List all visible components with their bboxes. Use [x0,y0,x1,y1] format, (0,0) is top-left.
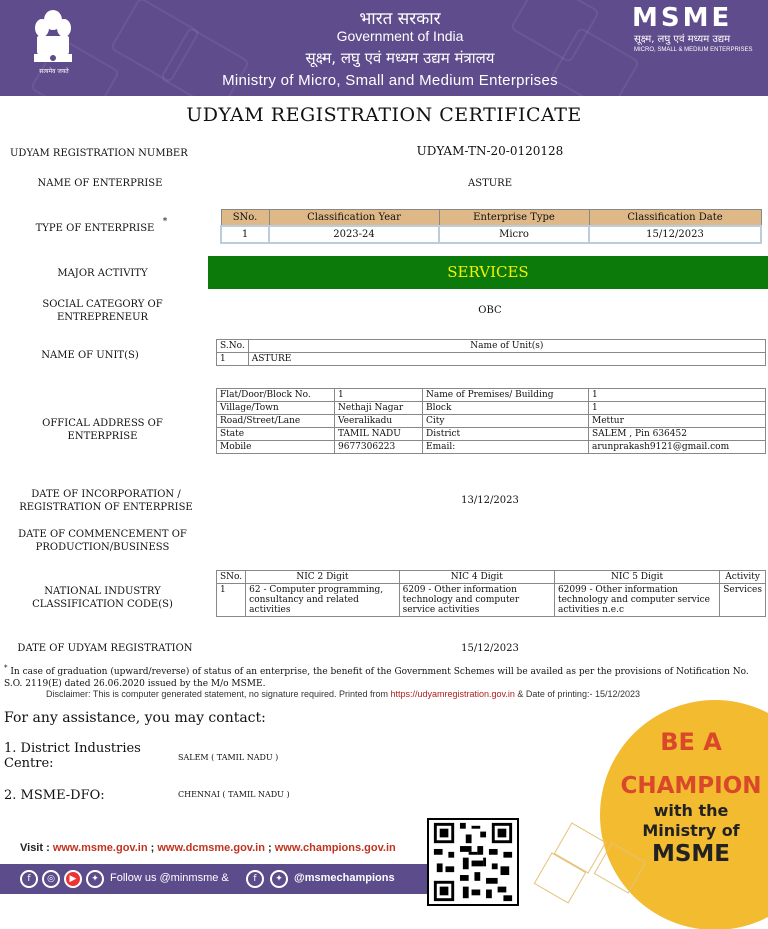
class-cell-type: Micro [439,226,589,243]
address-key: District [423,428,589,441]
enterprise-type-asterisk: * [162,217,168,227]
address-row [217,441,766,454]
nic-label: NATIONAL INDUSTRY CLASSIFICATION CODE(S) [32,586,173,610]
address-key: Village/Town [217,402,335,415]
youtube-icon[interactable]: ▶ [64,870,82,888]
address-key: State [217,428,335,441]
certificate-title: UDYAM REGISTRATION CERTIFICATE [186,104,582,126]
nic-cell-2digit: 62 - Computer programming, consultancy and related activities [246,584,399,617]
address-row [217,415,766,428]
reg-number-label: UDYAM REGISTRATION NUMBER [10,148,188,159]
class-cell-date: 15/12/2023 [589,226,761,243]
graduation-note [4,662,766,690]
address-key: Mobile [217,441,335,454]
address-key: Email: [423,441,589,454]
note-asterisk: * [4,664,8,672]
government-hindi-title: भारत सरकार [359,9,441,29]
champion-line1: BE A [660,728,722,756]
social-category-label: SOCIAL CATEGORY OF ENTREPRENEUR [42,299,163,323]
units-header-sno: S.No. [217,340,249,353]
visit-links [20,842,396,854]
instagram-icon[interactable]: ◎ [42,870,60,888]
class-header-date: Classification Date [589,210,761,227]
units-cell-sno: 1 [217,353,249,366]
social-category-value: OBC [478,305,502,316]
champion-line4: Ministry of [642,821,740,840]
disclaimer-prefix: Disclaimer: This is computer generated statement, no signature required. Printed from [46,689,391,699]
class-header-type: Enterprise Type [439,210,589,227]
commencement-label: DATE OF COMMENCEMENT OF PRODUCTION/BUSINESS [18,529,187,553]
classification-table [220,209,762,244]
nic-header-4digit: NIC 4 Digit [399,571,554,584]
champions-handle: @msmechampions [294,872,395,884]
address-value: TAMIL NADU [335,428,423,441]
twitter-icon[interactable]: ✦ [86,870,104,888]
emblem-motto: सत्यमेव जयते [39,68,69,75]
address-value: Mettur [589,415,766,428]
enterprise-name-value: ASTURE [468,178,512,189]
nic-header-5digit: NIC 5 Digit [554,571,719,584]
msme-logo-english: MICRO, SMALL & MEDIUM ENTERPRISES [634,47,753,53]
major-activity-value: SERVICES [208,256,768,289]
champion-line5: MSME [651,841,731,867]
enterprise-name-label: NAME OF ENTERPRISE [37,178,163,189]
address-value: arunprakash9121@gmail.com [589,441,766,454]
link-msme[interactable]: www.msme.gov.in [52,842,148,854]
msme-logo: MSME [632,3,733,33]
dfo-value: CHENNAI ( TAMIL NADU ) [178,790,290,799]
address-row [217,402,766,415]
nic-cell-activity: Services [720,584,766,617]
class-header-year: Classification Year [269,210,439,227]
nic-table [216,570,766,617]
nic-cell-4digit: 6209 - Other information technology and computer service activities [399,584,554,617]
address-value: 9677306223 [335,441,423,454]
units-header-name: Name of Unit(s) [248,340,765,353]
visit-separator: ; [147,842,158,854]
units-table [216,339,766,366]
major-activity-label: MAJOR ACTIVITY [57,268,148,279]
ministry-english-title: Ministry of Micro, Small and Medium Enterprises [222,72,558,89]
nic-header-activity: Activity [720,571,766,584]
qr-code-icon[interactable] [427,818,519,906]
nic-header-2digit: NIC 2 Digit [246,571,399,584]
enterprise-type-label: TYPE OF ENTERPRISE [35,223,155,234]
units-label: NAME OF UNIT(S) [41,350,139,361]
udyam-date-value: 15/12/2023 [461,643,519,654]
note-text: In case of graduation (upward/reverse) of status of an enterprise, the benefit of the Government Schemes will be availed as per the provisions of Notification No. S.O. 2119(E) dated 26.06.2020 issued by the M/o MSME. [4,667,749,689]
visit-separator: ; [264,842,275,854]
disclaimer-link[interactable]: https://udyamregistration.gov.in [390,689,515,699]
udyam-date-label: DATE OF UDYAM REGISTRATION [17,643,193,654]
address-value: Veeralikadu [335,415,423,428]
address-value: 1 [335,389,423,402]
dic-value: SALEM ( TAMIL NADU ) [178,753,279,762]
dic-label: 1. District Industries Centre: [4,741,141,771]
address-label: OFFICAL ADDRESS OF ENTERPRISE [42,418,163,442]
champion-line2: CHAMPION [620,773,762,799]
class-header-sno: SNo. [221,210,269,227]
follow-us-text: Follow us @minmsme & [110,872,229,884]
class-cell-sno: 1 [221,226,269,243]
address-table [216,388,766,454]
nic-cell-sno: 1 [217,584,246,617]
address-value: SALEM , Pin 636452 [589,428,766,441]
class-cell-year: 2023-24 [269,226,439,243]
champion-line3: with the [653,801,729,820]
disclaimer [46,689,640,699]
units-cell-name: ASTURE [248,353,765,366]
address-value: Nethaji Nagar [335,402,423,415]
address-key: Road/Street/Lane [217,415,335,428]
link-champions[interactable]: www.champions.gov.in [274,842,396,854]
assistance-heading: For any assistance, you may contact: [4,710,266,726]
visit-prefix: Visit : [20,842,53,854]
facebook-icon[interactable]: f [246,870,264,888]
address-key: Name of Premises/ Building [423,389,589,402]
address-value: 1 [589,389,766,402]
dfo-label: 2. MSME-DFO: [4,788,105,803]
government-english-title: Government of India [336,28,464,44]
address-key: Block [423,402,589,415]
reg-number-value: UDYAM-TN-20-0120128 [416,144,564,158]
address-row [217,389,766,402]
ministry-hindi-title: सूक्ष्म, लघु एवं मध्यम उद्यम मंत्रालय [305,49,495,67]
address-value: 1 [589,402,766,415]
facebook-icon[interactable]: f [20,870,38,888]
address-key: Flat/Door/Block No. [217,389,335,402]
nic-cell-5digit: 62099 - Other information technology and computer service activities n.e.c [554,584,719,617]
link-dcmsme[interactable]: www.dcmsme.gov.in [157,842,265,854]
twitter-icon[interactable]: ✦ [270,870,288,888]
disclaimer-suffix: & Date of printing:- 15/12/2023 [514,689,640,699]
address-key: City [423,415,589,428]
address-row [217,428,766,441]
msme-logo-hindi: सूक्ष्म, लघु एवं मध्यम उद्यम [634,34,731,45]
nic-header-sno: SNo. [217,571,246,584]
incorporation-value: 13/12/2023 [461,495,519,506]
incorporation-label: DATE OF INCORPORATION / REGISTRATION OF ENTERPRISE [19,489,193,513]
